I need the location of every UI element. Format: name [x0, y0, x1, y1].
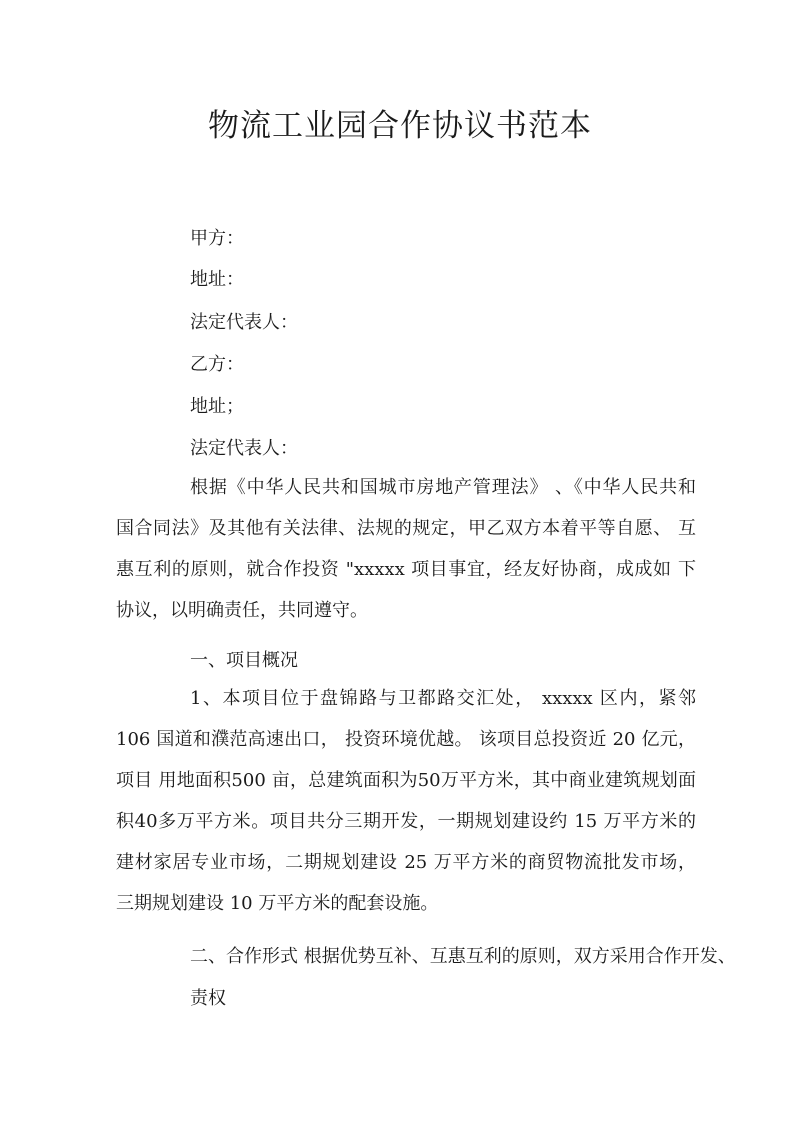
section-2-continuation: 责权: [190, 988, 226, 1009]
party-a-label: 甲方：: [190, 228, 244, 249]
document-title: 物流工业园合作协议书范本: [208, 108, 592, 144]
party-b-address-label: 地址；: [190, 396, 244, 417]
party-b-rep-label: 法定代表人：: [190, 438, 298, 459]
party-b-label: 乙方：: [190, 354, 244, 375]
section-2-heading: 二、合作形式 根据优势互补、互惠互利的原则，双方采用合作开发、: [190, 946, 736, 967]
party-a-rep-label: 法定代表人：: [190, 312, 298, 333]
party-a-address-label: 地址：: [190, 269, 244, 290]
section-1-paragraph: 1、本项目位于盘锦路与卫都路交汇处， xxxxx 区内，紧邻 106 国道和濮范高速出口， 投资环境优越。 该项目总投资近 20 亿元，项目 用地面积500 亩，总建筑面积为50万平方米，其中商业建筑规划面积40多万平方米。项目共分三期开发，一期规划建设约 15 万平方米的 建材家居专业市场，二期规划建设 25 万平方米的商贸物流批发市场， 三期规划建设 10 万平方米的配套设施。: [116, 688, 696, 914]
section-1-heading: 一、项目概况: [190, 650, 298, 671]
intro-paragraph: 根据《中华人民共和国城市房地产管理法》 、《中华人民共和 国合同法》及其他有关法律、法规的规定，甲乙双方本着平等自愿、 互惠互利的原则，就合作投资 "xxxxx 项目事宜，经友好协商，成成如 下协议，以明确责任，共同遵守。: [116, 477, 696, 621]
